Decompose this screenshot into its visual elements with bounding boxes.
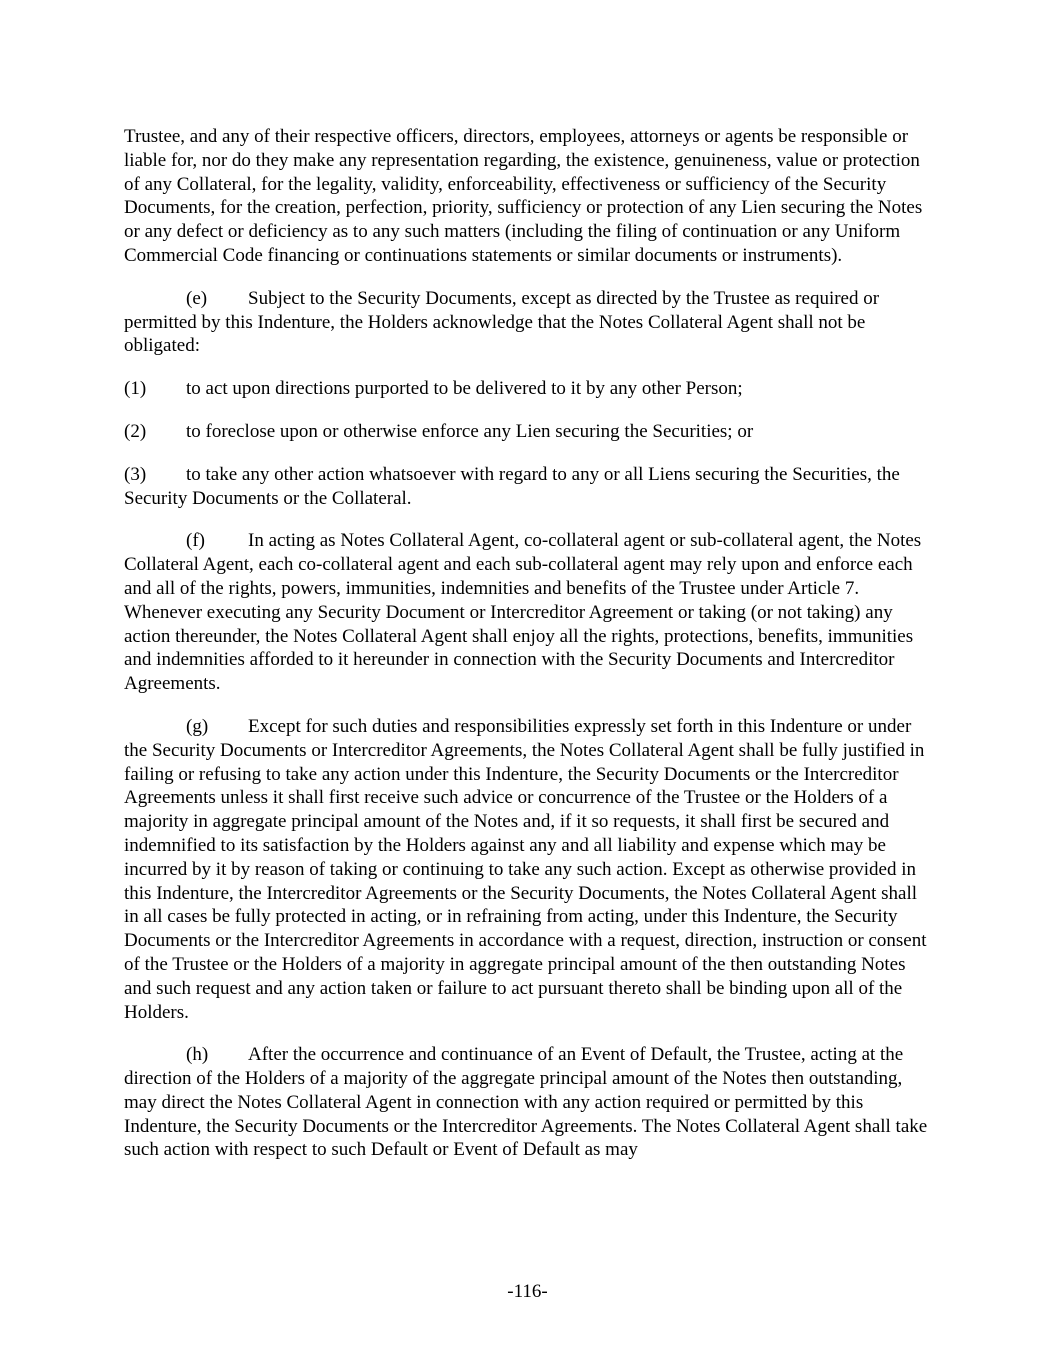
paragraph-g [124, 715, 934, 1024]
document-body [124, 125, 934, 1181]
paragraph-h-label: (h) [186, 1044, 209, 1066]
list-item-3-label: (3) [124, 463, 147, 485]
paragraph-e-label: (e) [186, 287, 208, 309]
paragraph-e [124, 287, 934, 358]
page-number: -116- [507, 1281, 548, 1302]
paragraph-f-text: In acting as Notes Collateral Agent, co-collateral agent or sub-collateral agent, the Notes Collateral Agent, each co-collateral agent and each sub-collateral agent may rely upon and enforce each and all of the rights, powers, immunities, indemnities and benefits of the Trustee under Article 7. Whenever executing any Security Document or Intercreditor Agreement or taking (or not taking) any action thereunder, the Notes Collateral Agent shall enjoy all the rights, protections, benefits, immunities and indemnities afforded to it hereunder in connection with the Security Documents and Intercreditor Agreements. [124, 530, 922, 695]
list-item-3 [124, 463, 934, 511]
continuation-paragraph: Trustee, and any of their respective officers, directors, employees, attorneys or agents be responsible or liable for, nor do they make any representation regarding, the existence, genuineness, value or protection of any Collateral, for the legality, validity, enforceability, effectiveness or sufficiency of the Security Documents, for the creation, perfection, priority, sufficiency or protection of any Lien securing the Notes or any defect or deficiency as to any such matters (including the filing of continuation or any Uniform Commercial Code financing or continuations statements or similar documents or instruments). [124, 126, 923, 266]
list-item-2-text: to foreclose upon or otherwise enforce any Lien securing the Securities; or [186, 420, 754, 442]
list-item-1-text: to act upon directions purported to be delivered to it by any other Person; [186, 378, 743, 400]
list-item-1-label: (1) [124, 378, 147, 400]
paragraph-g-text: Except for such duties and responsibilities expressly set forth in this Indenture or under the Security Documents or Intercreditor Agreements, the Notes Collateral Agent shall be fully justified in failing or refusing to take any action under this Indenture, the Security Documents or the Intercreditor Agreements unless it shall first receive such advice or concurrence of the Trustee or the Holders of a majority in aggregate principal amount of the Notes and, if it so requests, it shall first be secured and indemnified to its satisfaction by the Holders against any and all liability and expense which may be incurred by it by reason of taking or continuing to take any such action. Except as otherwise provided in this Indenture, the Intercreditor Agreements or the Security Documents, the Notes Collateral Agent shall in all cases be fully protected in acting, or in refraining from acting, under this Indenture, the Security Documents or the Intercreditor Agreements in accordance with a request, direction, instruction or consent of the Trustee or the Holders of a majority in aggregate principal amount of the then outstanding Notes and such request and any action taken or failure to act pursuant thereto shall be binding upon all of the Holders. [124, 715, 927, 1023]
paragraph-g-label: (g) [186, 715, 209, 737]
paragraph-h-text: After the occurrence and continuance of an Event of Default, the Trustee, acting at the direction of the Holders of a majority of the aggregate principal amount of the Notes then outstanding, may direct the Notes Collateral Agent in connection with any action required or permitted by this Indenture, the Security Documents or the Intercreditor Agreements. The Notes Collateral Agent shall take such action with respect to such Default or Event of Default as may [124, 1044, 928, 1161]
list-item-3-text: to take any other action whatsoever with regard to any or all Liens securing the Securities, the Security Documents or the Collateral. [124, 463, 900, 509]
paragraph-h [124, 1043, 934, 1162]
list-item-1 [124, 377, 934, 401]
paragraph-f-label: (f) [186, 530, 205, 552]
paragraph-f [124, 529, 934, 696]
list-item-2 [124, 420, 934, 444]
paragraph-e-text: Subject to the Security Documents, except as directed by the Trustee as required or permitted by this Indenture, the Holders acknowledge that the Notes Collateral Agent shall not be obligated: [124, 287, 880, 357]
list-item-2-label: (2) [124, 420, 147, 442]
